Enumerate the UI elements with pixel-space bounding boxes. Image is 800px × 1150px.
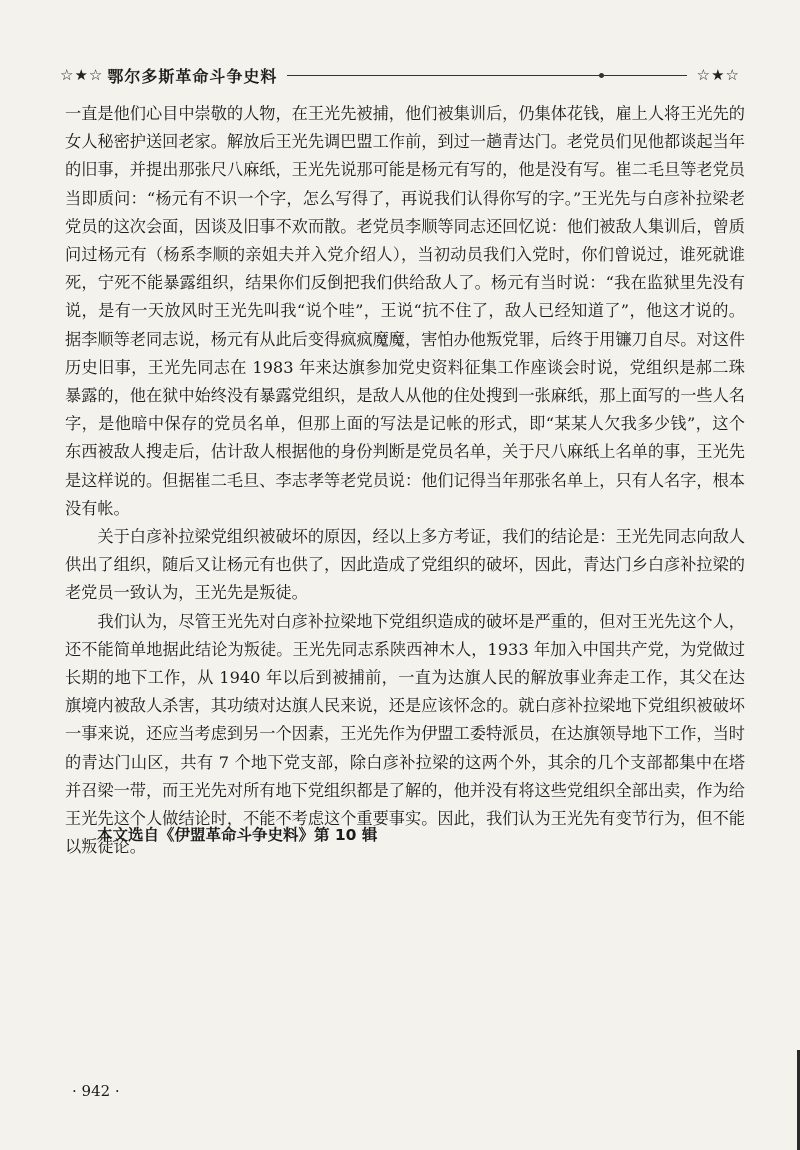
source-note: 本文选自《伊盟革命斗争史料》第 10 辑 bbox=[97, 826, 378, 844]
header-stars-left: ☆★☆ bbox=[60, 66, 104, 84]
paragraph-assessment: 我们认为，尽管王光先对白彦补拉梁地下党组织造成的破坏是严重的，但对王光先这个人，还不能简单地据此结论为叛徒。王光先同志系陕西神木人，1933 年加入中国共产党，为党做过长期的地下工作，从 1940 年以后到被捕前，一直为达旗人民的解放事业奔走工作，其父在达旗境内被敌人杀害，其功绩对达旗人民来说，还是应该怀念的。就白彦补拉梁地下党组织被破坏一事来说，还应当考虑到另一个因素，王光先作为伊盟工委特派员，在达旗领导地下工作，当时的青达门山区，共有 7 个地下党支部，除白彦补拉梁的这两个外，其余的几个支部都集中在塔并召梁一带，而王光先对所有地下党组织都是了解的，他并没有将这些党组织全部出卖，作为给王光先这个人做结论时，不能不考虑这个重要事实。因此，我们认为王光先有变节行为，但不能以叛徒论。 bbox=[65, 611, 745, 857]
header-title: 鄂尔多斯革命斗争史料 bbox=[107, 66, 278, 86]
running-header bbox=[60, 62, 740, 88]
header-rule bbox=[287, 75, 686, 76]
page-number: · 942 · bbox=[72, 1082, 120, 1100]
body-text bbox=[65, 100, 745, 861]
paragraph-conclusion: 关于白彦补拉梁党组织被破坏的原因，经以上多方考证，我们的结论是：王光先同志向敌人供出了组织，随后又让杨元有也供了，因此造成了党组织的破坏，因此，青达门乡白彦补拉梁的老党员一致认为，王光先是叛徒。 bbox=[65, 527, 745, 603]
paragraph-continued: 一直是他们心目中崇敬的人物，在王光先被捕，他们被集训后，仍集体花钱，雇上人将王光先的女人秘密护送回老家。解放后王光先调巴盟工作前，到过一趟青达门。老党员们见他都谈起当年的旧事，并提出那张尺八麻纸，王光先说那可能是杨元有写的，他是没有写。崔二毛旦等老党员当即质问：“杨元有不识一个字，怎么写得了，再说我们认得你写的字。”王光先与白彦补拉梁老党员的这次会面，因谈及旧事不欢而散。老党员李顺等同志还回忆说：他们被敌人集训后，曾质问过杨元有（杨系李顺的亲姐夫并入党介绍人），当初动员我们入党时，你们曾说过，谁死就谁死，宁死不能暴露组织，结果你们反倒把我们供给敌人了。杨元有当时说：“我在监狱里先没有说，是有一天放风时王光先叫我“说个哇”，王说“抗不住了，敌人已经知道了”，他这才说的。据李顺等老同志说，杨元有从此后变得疯疯魔魔，害怕办他叛党罪，后终于用镰刀自尽。对这件历史旧事，王光先同志在 1983 年来达旗参加党史资料征集工作座谈会时说，党组织是郝二珠暴露的，他在狱中始终没有暴露党组织，是敌人从他的住处搜到一张麻纸，那上面写的一些人名字，是他暗中保存的党员名单，但那上面的写法是记帐的形式，即“某某人欠我多少钱”，这个东西被敌人搜走后，估计敌人根据他的身份判断是党员名单，关于尺八麻纸上名单的事，王光先是这样说的。但据崔二毛旦、李志孝等老党员说：他们记得当年那张名单上，只有人名字，根本没有帐。 bbox=[65, 104, 745, 518]
header-stars-right: ☆★☆ bbox=[696, 66, 740, 84]
header-rule-dot bbox=[599, 73, 604, 78]
